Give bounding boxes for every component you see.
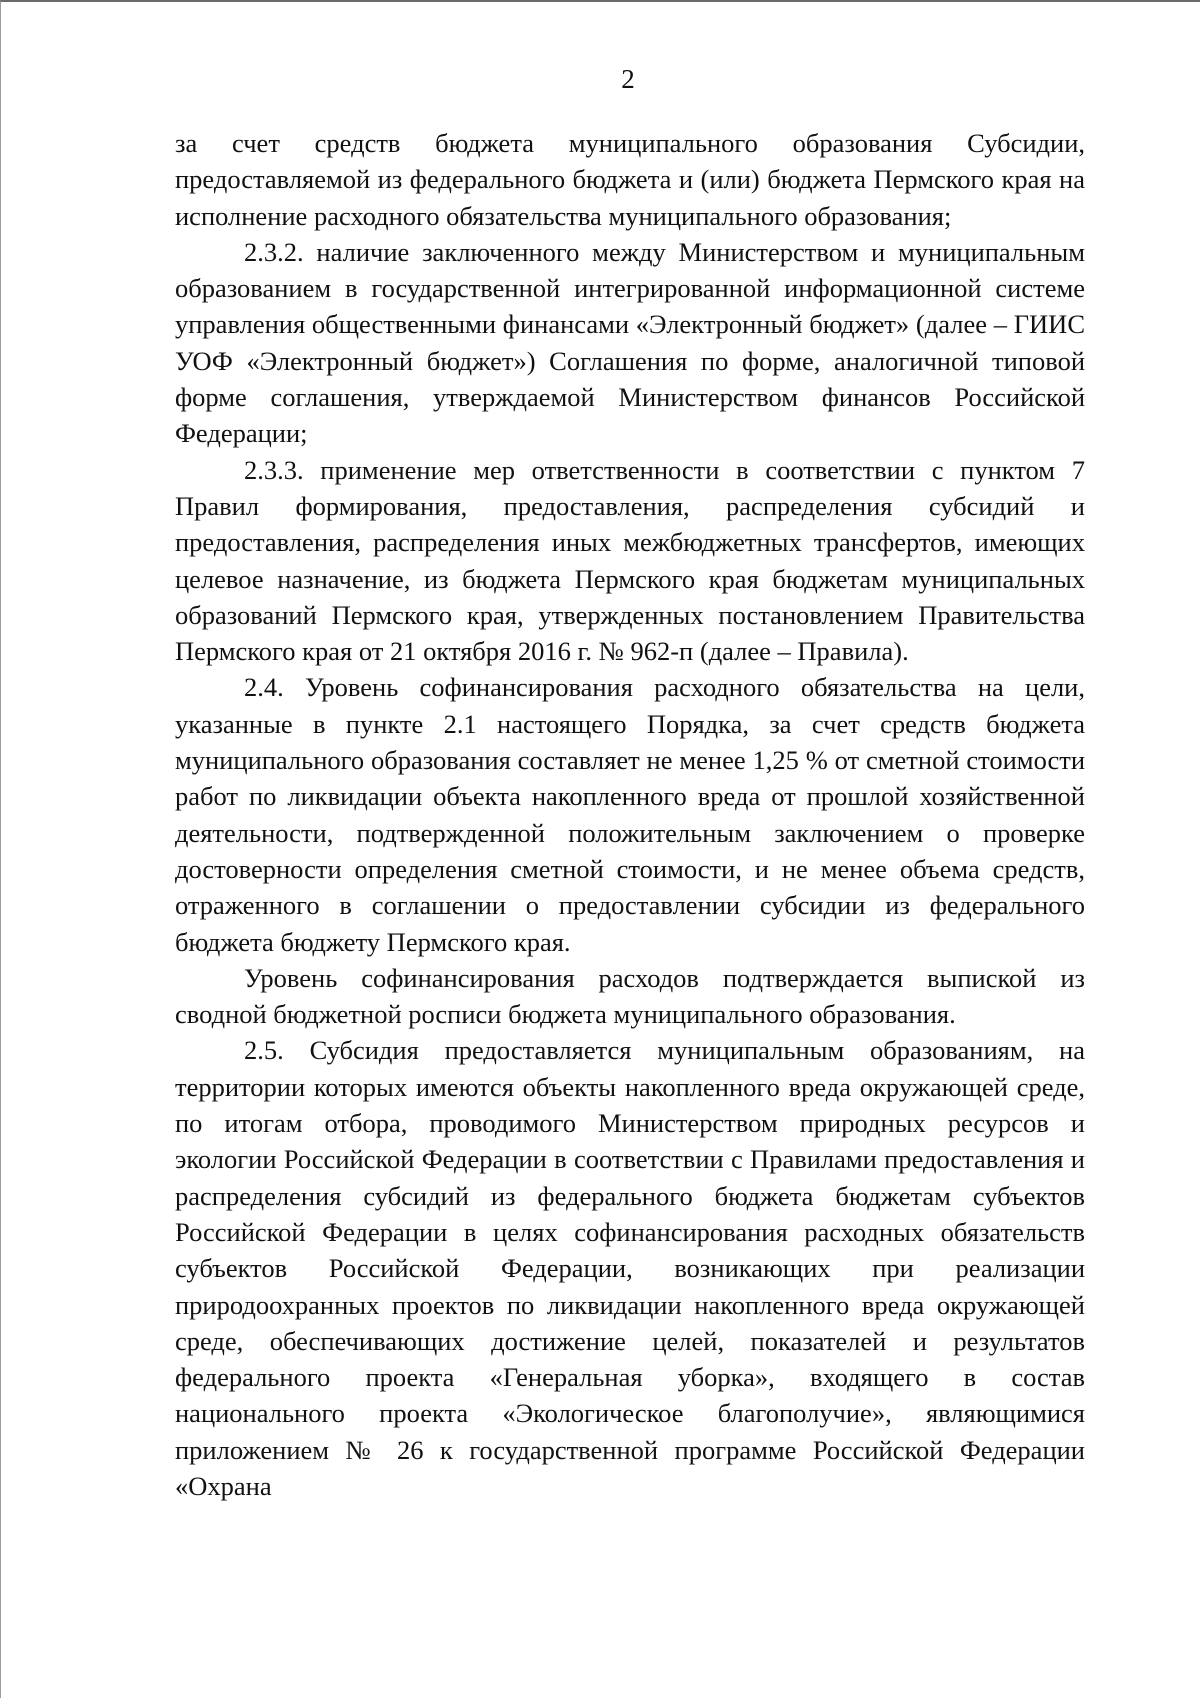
document-body	[175, 125, 1085, 1504]
paragraph-2-5: 2.5. Субсидия предоставляется муниципальным образованиям, на территории которых имеются объекты накопленного вреда окружающей среде, по итогам отбора, проводимого Министерством природных ресурсов и экологии Российской Федерации в соответствии с Правилами предоставления и распределения субсидий из федерального бюджета бюджетам субъектов Российской Федерации в целях софинансирования расходных обязательств субъектов Российской Федерации, возникающих при реализации природоохранных проектов по ликвидации накопленного вреда окружающей среде, обеспечивающих достижение целей, показателей и результатов федерального проекта «Генеральная уборка», входящего в состав национального проекта «Экологическое благополучие», являющимися приложением № 26 к государственной программе Российской Федерации «Охрана	[175, 1035, 1085, 1501]
paragraph-2-4: 2.4. Уровень софинансирования расходного обязательства на цели, указанные в пункте 2.1 настоящего Порядка, за счет средств бюджета муниципального образования составляет не менее 1,25 % от сметной стоимости работ по ликвидации объекта накопленного вреда от прошлой хозяйственной деятельности, подтвержденной положительным заключением о проверке достоверности определения сметной стоимости, и не менее объема средств, отраженного в соглашении о предоставлении субсидии из федерального бюджета бюджету Пермского края.	[175, 672, 1085, 957]
paragraph-continuation: за счет средств бюджета муниципального образования Субсидии, предоставляемой из федерального бюджета и (или) бюджета Пермского края на исполнение расходного обязательства муниципального образования;	[175, 128, 1085, 231]
paragraph-cofinancing-level: Уровень софинансирования расходов подтверждается выпиской из сводной бюджетной росписи бюджета муниципального образования.	[175, 962, 1085, 1030]
page-number: 2	[621, 64, 635, 94]
paragraph-2-3-2: 2.3.2. наличие заключенного между Министерством и муниципальным образованием в государственной интегрированной информационной системе управления общественными финансами «Электронный бюджет» (далее – ГИИС УОФ «Электронный бюджет») Соглашения по форме, аналогичной типовой форме соглашения, утверждаемой Министерством финансов Российской Федерации;	[175, 236, 1085, 449]
paragraph-2-3-3: 2.3.3. применение мер ответственности в соответствии с пунктом 7 Правил формирования, предоставления, распределения субсидий и предоставления, распределения иных межбюджетных трансфертов, имеющих целевое назначение, из бюджета Пермского края бюджетам муниципальных образований Пермского края, утвержденных постановлением Правительства Пермского края от 21 октября 2016 г. № 962-п (далее – Правила).	[175, 454, 1085, 667]
